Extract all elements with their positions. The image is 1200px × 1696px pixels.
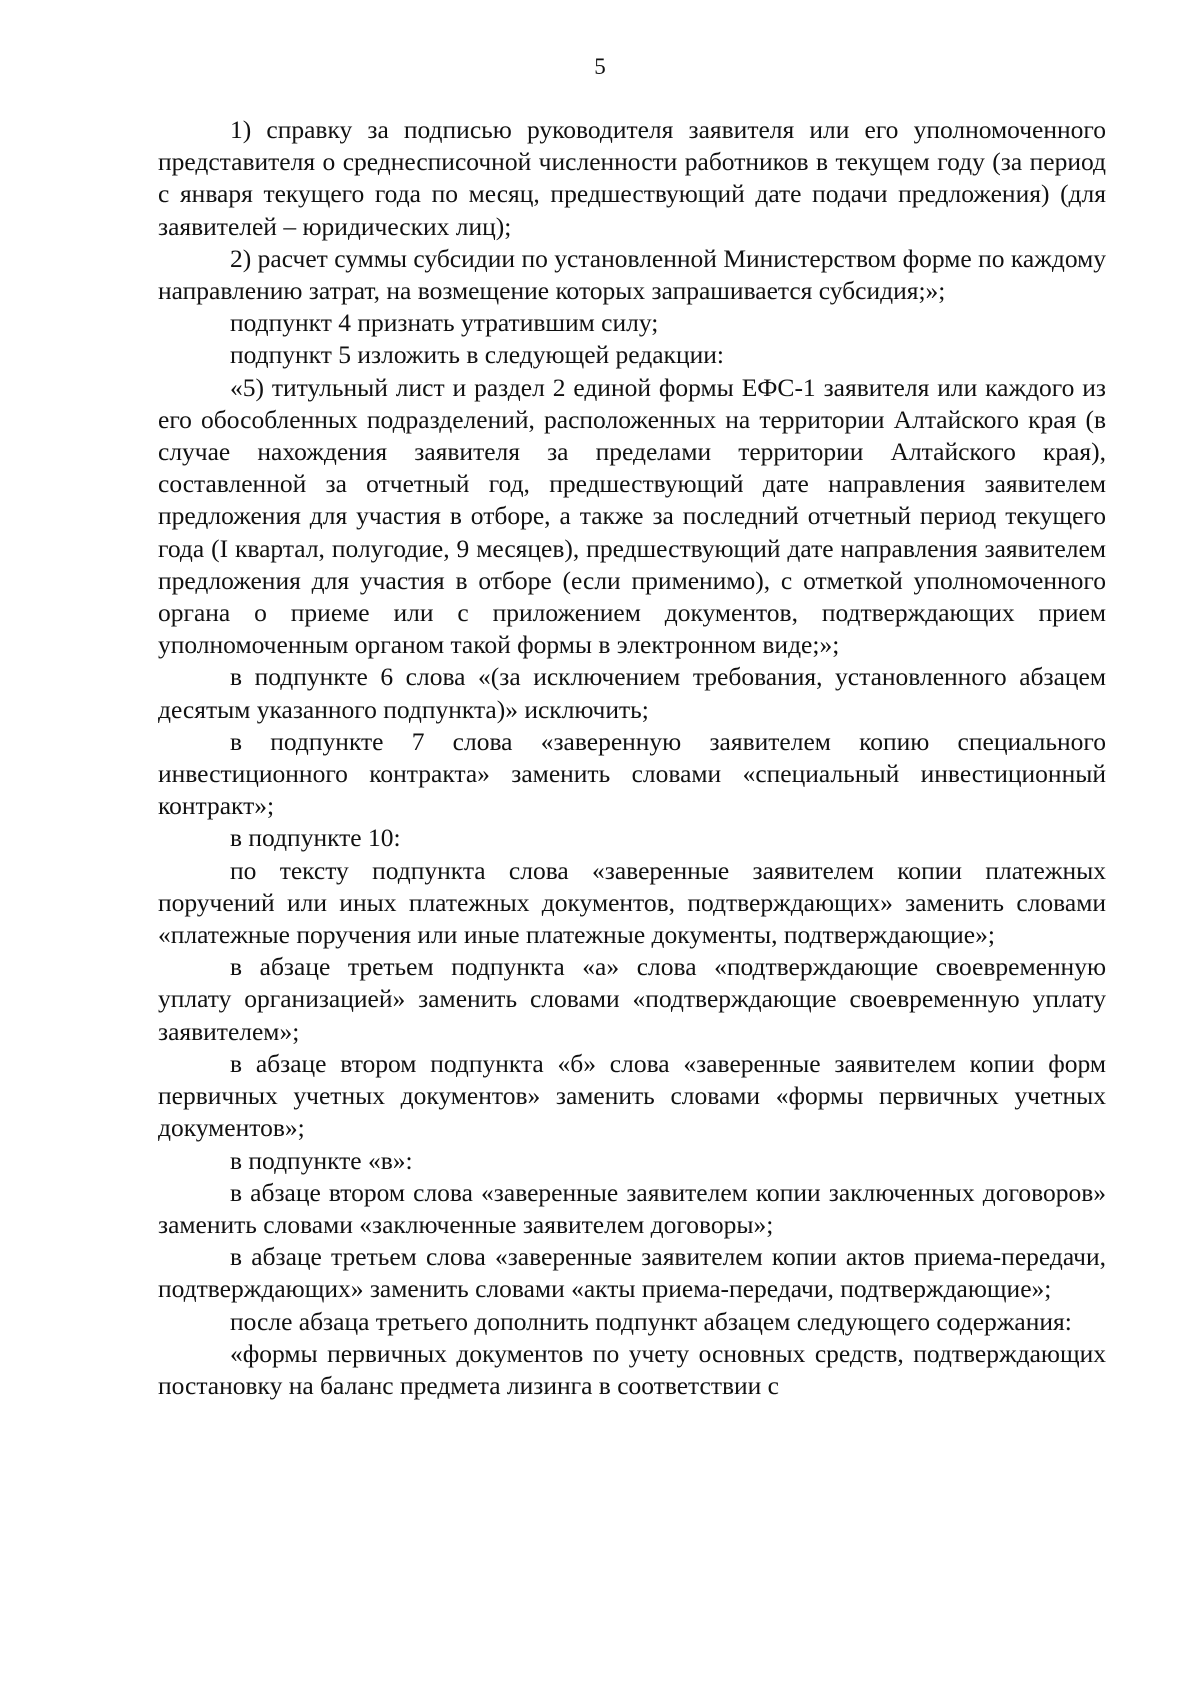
- paragraph: по тексту подпункта слова «заверенные заявителем копии платежных поручений или иных платежных документов, подтверждающих» заменить словами «платежные поручения или иные платежные документы, подтверждающие»;: [158, 855, 1106, 950]
- paragraph: «формы первичных документов по учету основных средств, подтверждающих постановку на баланс предмета лизинга в соответствии с: [158, 1338, 1106, 1400]
- paragraph: в абзаце втором подпункта «б» слова «заверенные заявителем копии форм первичных учетных документов» заменить словами «формы первичных учетных документов»;: [158, 1048, 1106, 1143]
- paragraph: подпункт 4 признать утратившим силу;: [230, 308, 659, 338]
- paragraph: «5) титульный лист и раздел 2 единой формы ЕФС-1 заявителя или каждого из его обособленных подразделений, расположенных на территории Алтайского края (в случае нахождения заявителя за пределами территории Алтайского края), составленной за отчетный год, предшествующий дате направления заявителем предложения для участия в отборе, а также за последний отчетный период текущего года (I квартал, полугодие, 9 месяцев), предшествующий дате направления заявителем предложения для участия в отборе (если применимо), с отметкой уполномоченного органа о приеме или с приложением документов, подтверждающих прием уполномоченным органом такой формы в электронном виде;»;: [158, 372, 1106, 660]
- paragraph: в подпункте «в»:: [230, 1145, 413, 1175]
- paragraph: в абзаце втором слова «заверенные заявителем копии заключенных договоров» заменить словами «заключенные заявителем договоры»;: [158, 1177, 1106, 1239]
- paragraph: в абзаце третьем подпункта «а» слова «подтверждающие своевременную уплату организацией» заменить словами «подтверждающие своевременную уплату заявителем»;: [158, 952, 1106, 1046]
- paragraph: в подпункте 7 слова «заверенную заявителем копию специального инвестиционного контракта» заменить словами «специальный инвестиционный контракт»;: [158, 726, 1106, 821]
- paragraph: 2) расчет суммы субсидии по установленной Министерством форме по каждому направлению затрат, на возмещение которых запрашивается субсидия;»;: [158, 243, 1106, 306]
- document-body: [158, 114, 1106, 1402]
- page-number: 5: [594, 54, 606, 79]
- paragraph: в абзаце третьем слова «заверенные заявителем копии актов приема-передачи, подтверждающих» заменить словами «акты приема-передачи, подтверждающие»;: [158, 1242, 1106, 1304]
- paragraph: в подпункте 6 слова «(за исключением требования, установленного абзацем десятым указанного подпункта)» исключить;: [158, 662, 1106, 724]
- paragraph: в подпункте 10:: [230, 823, 401, 853]
- paragraph: после абзаца третьего дополнить подпункт абзацем следующего содержания:: [230, 1306, 1072, 1336]
- paragraph: подпункт 5 изложить в следующей редакции:: [230, 340, 724, 370]
- paragraph: 1) справку за подписью руководителя заявителя или его уполномоченного представителя о среднесписочной численности работников в текущем году (за период с января текущего года по месяц, предшествующий дате подачи предложения) (для заявителей – юридических лиц);: [158, 115, 1106, 241]
